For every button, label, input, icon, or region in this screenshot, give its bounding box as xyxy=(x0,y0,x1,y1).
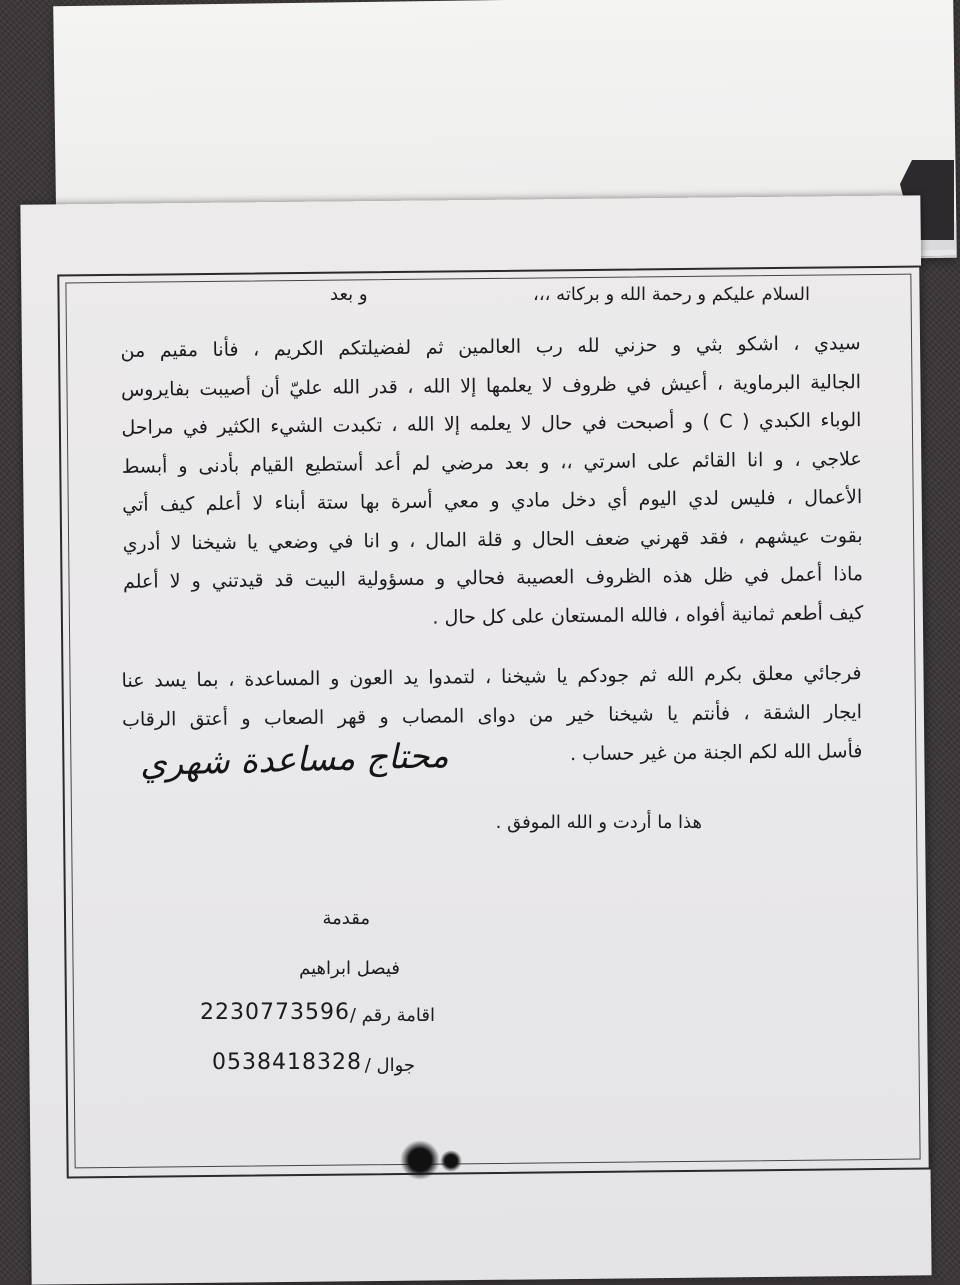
ink-stain xyxy=(400,1140,440,1180)
mobile-number: 0538418328 xyxy=(212,1050,362,1075)
handwritten-note: محتاج مساعدة شهري xyxy=(139,735,450,785)
closing-line: هذا ما أردت و الله الموفق . xyxy=(495,812,702,833)
paragraph-1-line: ماذا أعمل في ظل هذه الظروف العصيبة فحالي و مسؤولية البيت قد قيدتني و لا أعلم xyxy=(122,563,864,593)
paragraph-1-line: علاجي ، و انا القائم على اسرتي ،، و بعد مرضي لم أعد أستطيع القيام بأدنى و أبسط xyxy=(121,447,862,478)
mobile-label: جوال / xyxy=(364,1055,415,1076)
paragraph-1-line: بقوت عيشهم ، فقد قهرني ضعف الحال و قلة المال ، و انا في وضعي يا شيخنا لا أدري xyxy=(122,524,863,555)
iqama-number: 2230773596 xyxy=(200,1000,350,1025)
paragraph-1 xyxy=(120,324,863,640)
paragraph-1-line: الجالية البرماوية ، أعيش في ظروف لا يعلمها إلا الله ، قدر الله عليّ أن أصيبت بفايروس xyxy=(120,370,862,401)
paragraph-1-line: الوباء الكبدي ( C ) و أصبحت في حال لا يعلمه إلا الله ، تكبدت الشيء الكثير في مراحل xyxy=(121,409,862,439)
greeting: السلام عليكم و رحمة الله و بركاته ،،، xyxy=(533,284,810,305)
paragraph-2-line: فأسل الله لكم الجنة من غير حساب . xyxy=(569,740,863,766)
paragraph-2-line: فرجائي معلق بكرم الله ثم جودكم يا شيخنا ، لتمدوا يد العون و المساعدة ، بما يسد عنا xyxy=(121,662,862,692)
iqama-label: اقامة رقم / xyxy=(349,1005,435,1026)
paragraph-1-line: سيدي ، اشكو بثي و حزني لله رب العالمين ثم لفضيلتكم الكريم ، فأنا مقيم من xyxy=(120,332,861,362)
after-greeting: و بعد xyxy=(330,284,368,305)
signature-name: فيصل ابراهيم xyxy=(299,958,400,979)
ink-stain xyxy=(440,1150,462,1172)
signature-title: مقدمة xyxy=(322,908,370,929)
paragraph-1-line: كيف أطعم ثمانية أفواه ، فالله المستعان على كل حال . xyxy=(432,601,864,629)
paragraph-1-line: الأعمال ، فليس لدي اليوم أي دخل مادي و معي أسرة بها ستة أبناء لا أعلم كيف أتي xyxy=(122,486,863,516)
paragraph-2-line: ايجار الشقة ، فأنتم يا شيخنا خير من دواى المصاب و قهر الصعاب و أعتق الرقاب xyxy=(121,701,863,731)
